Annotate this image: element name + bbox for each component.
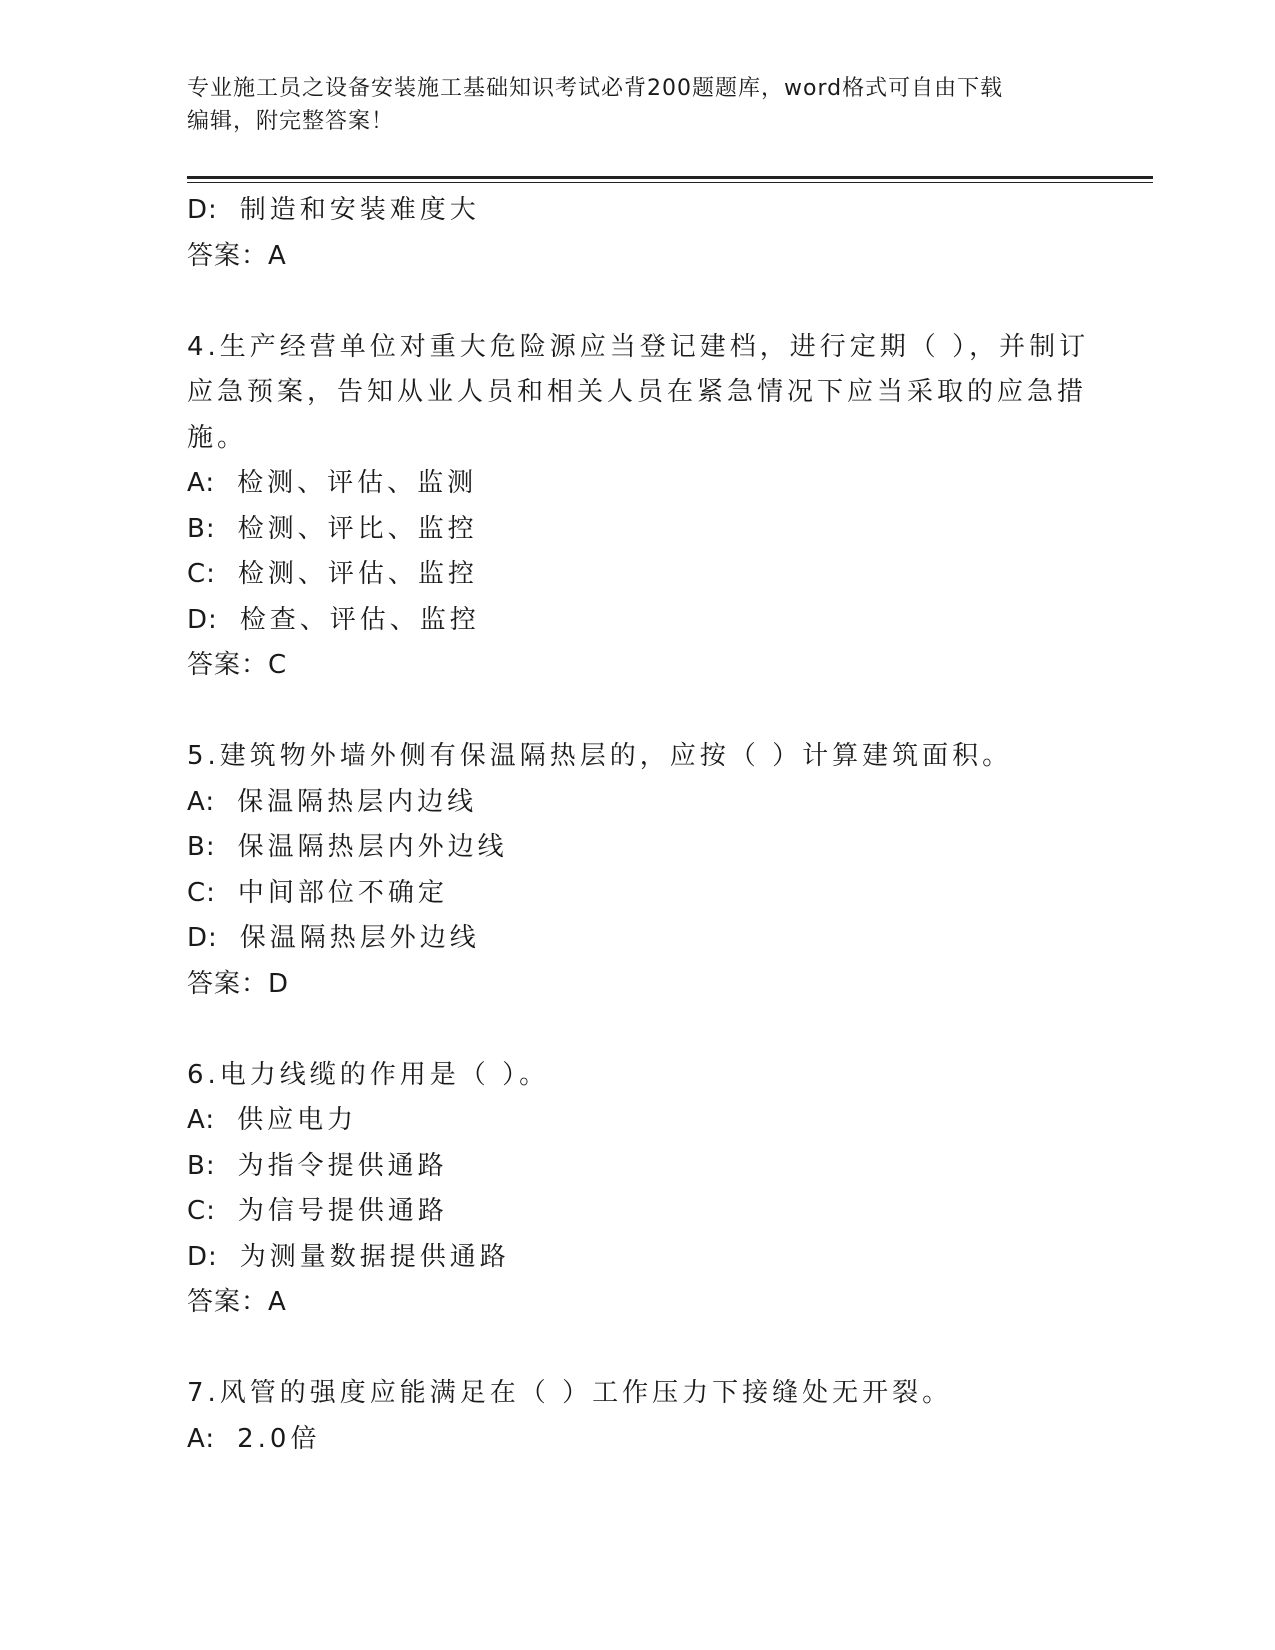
option-b — [187, 1144, 1087, 1190]
header-line-1: 专业施工员之设备安装施工基础知识考试必背200题题库，word格式可自由下载 — [187, 76, 1004, 101]
header-divider-thin — [187, 182, 1153, 183]
option-letter: D: — [187, 923, 218, 953]
option-a — [187, 780, 1087, 826]
option-text: 检测、评估、监测 — [237, 468, 478, 498]
option-d — [187, 598, 1087, 644]
option-letter: C: — [187, 559, 216, 589]
option-letter: A: — [187, 786, 216, 817]
option-text: 检测、评比、监控 — [237, 513, 478, 544]
option-d — [187, 188, 1087, 234]
option-text: 检测、评估、监控 — [237, 559, 478, 589]
option-text: 保温隔热层内外边线 — [237, 832, 508, 862]
question-stem: 7.风管的强度应能满足在（ ）工作压力下接缝处无开裂。 — [187, 1378, 953, 1408]
option-text: 制造和安装难度大 — [239, 195, 480, 225]
option-c — [187, 1189, 1087, 1235]
option-text: 为信号提供通路 — [237, 1196, 448, 1226]
option-text: 保温隔热层外边线 — [239, 923, 480, 953]
option-a — [187, 1098, 1087, 1144]
question-stem: 施。 — [187, 422, 248, 453]
question-stem: 6.电力线缆的作用是（ ）。 — [187, 1059, 550, 1090]
option-c — [187, 552, 1087, 598]
option-a — [187, 1417, 1087, 1463]
option-letter: D: — [187, 195, 218, 225]
option-text: 2.0倍 — [237, 1423, 321, 1454]
option-d — [187, 916, 1087, 962]
header-line-2: 编辑，附完整答案！ — [187, 109, 395, 134]
option-text: 中间部位不确定 — [237, 877, 448, 908]
option-letter: A: — [187, 468, 216, 498]
option-b — [187, 825, 1087, 871]
answer: 答案：A — [187, 1287, 287, 1317]
document-header — [187, 72, 1087, 138]
option-letter: B: — [187, 1150, 216, 1181]
option-text: 保温隔热层内边线 — [237, 786, 478, 817]
option-text: 为测量数据提供通路 — [239, 1241, 510, 1272]
option-text: 检查、评估、监控 — [239, 604, 480, 635]
option-letter: D: — [187, 1241, 218, 1272]
answer: 答案：C — [187, 650, 288, 680]
question-list — [187, 188, 1090, 1462]
option-b — [187, 507, 1087, 553]
option-letter: B: — [187, 832, 216, 862]
option-c — [187, 871, 1087, 917]
option-letter: C: — [187, 877, 216, 908]
question-stem: 5.建筑物外墙外侧有保温隔热层的，应按（ ）计算建筑面积。 — [187, 741, 1013, 771]
option-text: 供应电力 — [237, 1105, 358, 1135]
option-letter: B: — [187, 513, 216, 544]
option-letter: A: — [187, 1105, 216, 1135]
option-letter: C: — [187, 1196, 216, 1226]
question-stem: 应急预案，告知从业人员和相关人员在紧急情况下应当采取的应急措 — [187, 377, 1088, 407]
option-letter: A: — [187, 1423, 216, 1454]
answer: 答案：A — [187, 240, 287, 271]
header-divider-thick — [187, 176, 1153, 179]
answer: 答案：D — [187, 968, 290, 999]
question-stem: 4.生产经营单位对重大危险源应当登记建档，进行定期（ ），并制订 — [187, 331, 1090, 362]
option-d — [187, 1235, 1087, 1281]
option-a — [187, 461, 1087, 507]
option-letter: D: — [187, 604, 218, 635]
option-text: 为指令提供通路 — [237, 1150, 448, 1181]
